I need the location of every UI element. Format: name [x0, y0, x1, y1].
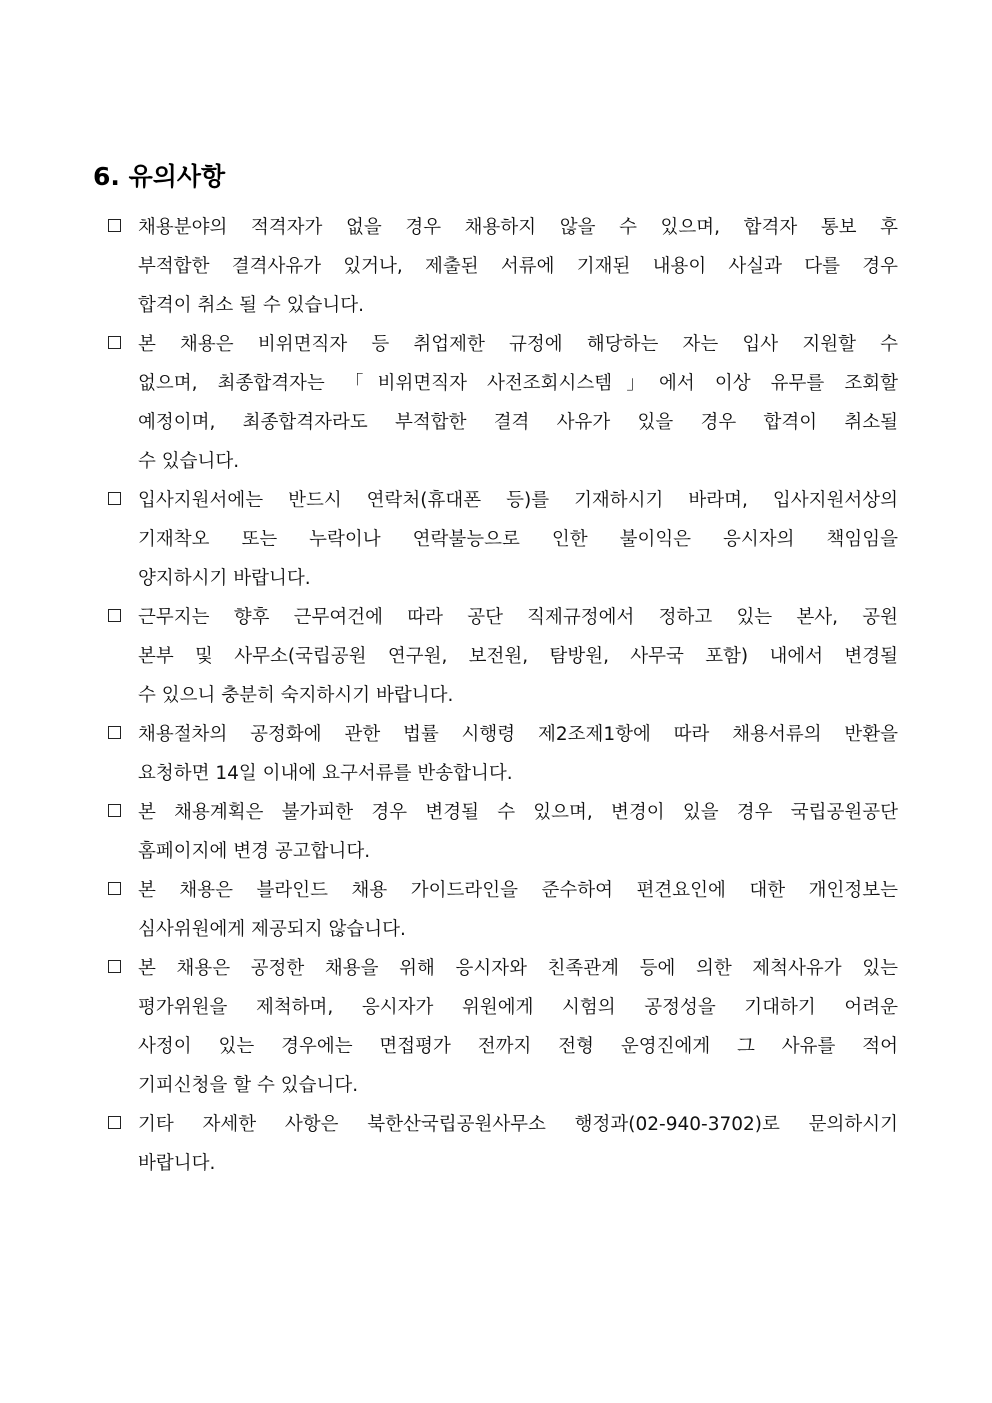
notice-line: 요청하면 14일 이내에 요구서류를 반송합니다.	[138, 763, 513, 784]
notice-line: 부적합한 결격사유가 있거나, 제출된 서류에 기재된 내용이 사실과 다를 경우	[138, 256, 898, 277]
checkbox-icon	[108, 804, 121, 817]
notice-line: 본 채용은 공정한 채용을 위해 응시자와 친족관계 등에 의한 제척사유가 있는	[138, 958, 898, 979]
notice-line: 홈페이지에 변경 공고합니다.	[138, 841, 371, 862]
notice-line: 입사지원서에는 반드시 연락처(휴대폰 등)를 기재하시기 바라며, 입사지원서상의	[138, 490, 898, 511]
notice-item-9	[106, 1105, 898, 1183]
notice-line: 평가위원을 제척하며, 응시자가 위원에게 시험의 공정성을 기대하기 어려운	[138, 997, 898, 1018]
checkbox-icon	[108, 726, 121, 739]
checkbox-icon	[108, 492, 121, 505]
notice-item-5	[106, 715, 898, 793]
notice-line: 합격이 취소 될 수 있습니다.	[138, 295, 364, 316]
notice-line: 없으며, 최종합격자는 「비위면직자 사전조회시스템」에서 이상 유무를 조회할	[138, 373, 898, 394]
notice-line: 수 있으니 충분히 숙지하시기 바랍니다.	[138, 685, 454, 706]
notice-item-4	[106, 598, 898, 715]
notice-line: 양지하시기 바랍니다.	[138, 568, 311, 589]
notice-line: 수 있습니다.	[138, 451, 240, 472]
notice-item-1	[106, 208, 898, 325]
notice-line: 심사위원에게 제공되지 않습니다.	[138, 919, 406, 940]
notice-line: 기피신청을 할 수 있습니다.	[138, 1075, 359, 1096]
notice-line: 기타 자세한 사항은 북한산국립공원사무소 행정과(02-940-3702)로 문의하시기	[138, 1114, 898, 1135]
notice-line: 예정이며, 최종합격자라도 부적합한 결격 사유가 있을 경우 합격이 취소될	[138, 412, 898, 433]
checkbox-icon	[108, 1116, 121, 1129]
checkbox-icon	[108, 609, 121, 622]
notice-line: 바랍니다.	[138, 1153, 216, 1174]
notice-line: 채용분야의 적격자가 없을 경우 채용하지 않을 수 있으며, 합격자 통보 후	[138, 217, 898, 238]
notice-line: 본 채용계획은 불가피한 경우 변경될 수 있으며, 변경이 있을 경우 국립공원공단	[138, 802, 898, 823]
checkbox-icon	[108, 336, 121, 349]
notice-line: 본 채용은 블라인드 채용 가이드라인을 준수하여 편견요인에 대한 개인정보는	[138, 880, 898, 901]
notice-item-6	[106, 793, 898, 871]
checkbox-icon	[108, 219, 121, 232]
notice-item-3	[106, 481, 898, 598]
notice-line: 사정이 있는 경우에는 면접평가 전까지 전형 운영진에게 그 사유를 적어	[138, 1036, 898, 1057]
notice-line: 채용절차의 공정화에 관한 법률 시행령 제2조제1항에 따라 채용서류의 반환을	[138, 724, 898, 745]
checkbox-icon	[108, 882, 121, 895]
notice-line: 본 채용은 비위면직자 등 취업제한 규정에 해당하는 자는 입사 지원할 수	[138, 334, 898, 355]
notice-line: 기재착오 또는 누락이나 연락불능으로 인한 불이익은 응시자의 책임임을	[138, 529, 898, 550]
notice-item-8	[106, 949, 898, 1105]
section-title: 6. 유의사항	[93, 162, 226, 191]
notice-line: 근무지는 향후 근무여건에 따라 공단 직제규정에서 정하고 있는 본사, 공원	[138, 607, 898, 628]
notice-item-2	[106, 325, 898, 481]
notice-list	[106, 208, 898, 1183]
checkbox-icon	[108, 960, 121, 973]
notice-line: 본부 및 사무소(국립공원 연구원, 보전원, 탐방원, 사무국 포함) 내에서 변경될	[138, 646, 898, 667]
notice-item-7	[106, 871, 898, 949]
